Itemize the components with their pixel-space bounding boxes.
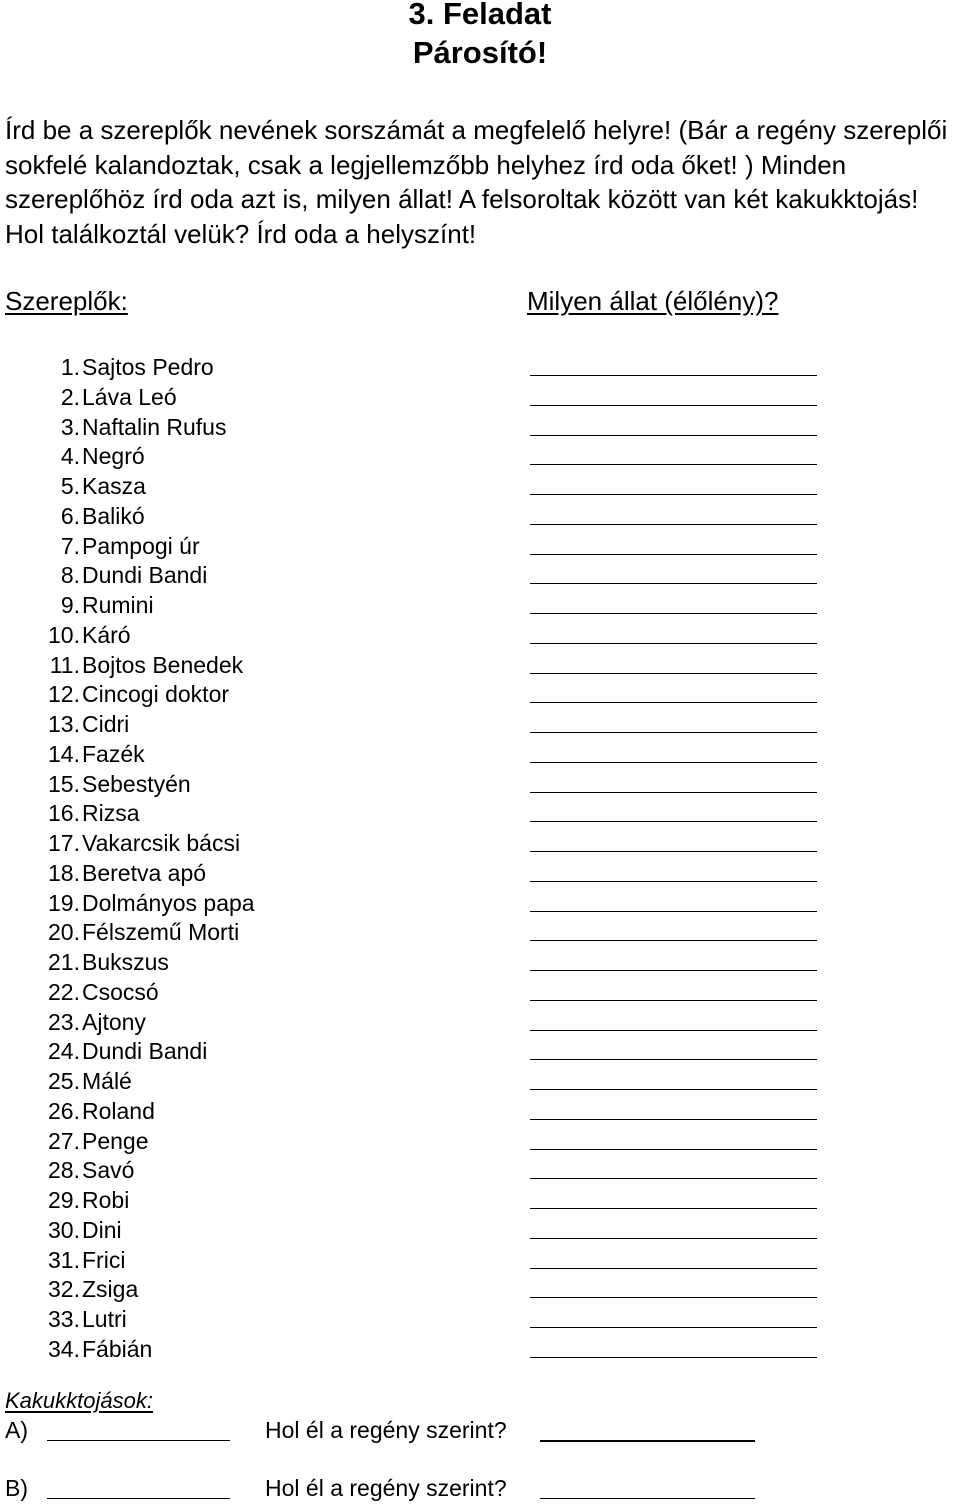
character-number: 15. (48, 770, 80, 797)
character-row (0, 531, 960, 561)
character-row (0, 828, 960, 858)
character-number: 30. (48, 1216, 80, 1243)
character-row (0, 917, 960, 947)
character-number: 23. (48, 1008, 80, 1035)
animal-answer-blank[interactable] (530, 405, 817, 406)
odd-ones-label: Kakukktojások: (5, 1388, 153, 1413)
character-number: 17. (48, 830, 80, 856)
animal-answer-blank[interactable] (530, 673, 817, 674)
character-row (0, 1126, 960, 1156)
character-row (0, 858, 960, 888)
character-row (0, 1185, 960, 1215)
character-number: 27. (48, 1127, 80, 1154)
character-name: Rizsa (82, 800, 140, 827)
animal-answer-blank[interactable] (530, 1357, 817, 1358)
character-name: Dundi Bandi (82, 1038, 208, 1065)
character-name: Málé (82, 1068, 132, 1094)
animal-answer-blank[interactable] (530, 1149, 817, 1150)
animal-answer-blank[interactable] (530, 435, 817, 436)
odd-one-letter: A) (5, 1417, 28, 1443)
character-number: 21. (48, 949, 80, 975)
character-number: 18. (48, 859, 80, 886)
animal-answer-blank[interactable] (530, 494, 817, 495)
instructions: Írd be a szereplők nevének sorszámát a megfelelő helyre! (Bár a regény szereplői sokfelé kalandoztak, csak a legjellemzőbb helyhez írd oda őket! ) Minden szereplőhöz írd oda azt is, milyen állat! A felsoroltak között van két kakukktojás! Hol találkoztál velük? Írd oda a helyszínt! (5, 115, 948, 249)
character-row (0, 977, 960, 1007)
character-row (0, 560, 960, 590)
worksheet-title: Párosító! (412, 35, 548, 70)
character-row (0, 382, 960, 412)
character-name: Káró (82, 621, 131, 648)
character-row (0, 620, 960, 650)
animal-answer-blank[interactable] (530, 851, 817, 852)
character-number: 20. (48, 919, 80, 946)
animal-answer-blank[interactable] (530, 732, 817, 733)
animal-answer-blank[interactable] (530, 940, 817, 941)
character-number: 19. (48, 889, 80, 916)
character-name: Savó (82, 1157, 135, 1184)
character-name: Sajtos Pedro (82, 354, 214, 380)
animal-answer-blank[interactable] (530, 792, 817, 793)
character-row (0, 947, 960, 977)
character-number: 2. (60, 383, 80, 410)
character-name: Negró (82, 443, 145, 470)
animal-answer-blank[interactable] (530, 1238, 817, 1239)
animal-answer-blank[interactable] (530, 1089, 817, 1090)
character-name: Félszemű Morti (82, 919, 240, 946)
character-name: Fábián (82, 1335, 153, 1362)
animal-answer-blank[interactable] (530, 762, 817, 763)
character-row (0, 441, 960, 471)
character-number: 14. (48, 740, 80, 767)
character-name: Cidri (82, 711, 130, 737)
animal-answer-blank[interactable] (530, 1000, 817, 1001)
character-name: Lutri (82, 1306, 127, 1332)
odd-one-letter: B) (5, 1475, 28, 1501)
odd-one-name-blank[interactable] (47, 1440, 230, 1441)
character-row (0, 352, 960, 382)
character-number: 12. (48, 681, 80, 708)
character-name: Láva Leó (82, 383, 177, 410)
character-row (0, 1304, 960, 1334)
character-name: Fazék (82, 740, 145, 767)
character-row (0, 1215, 960, 1245)
animal-answer-blank[interactable] (530, 524, 817, 525)
animal-header: Milyen állat (élőlény)? (527, 286, 779, 316)
character-name: Kasza (82, 473, 146, 499)
animal-answer-blank[interactable] (530, 911, 817, 912)
character-row (0, 501, 960, 531)
character-name: Dundi Bandi (82, 562, 208, 589)
character-row (0, 590, 960, 620)
character-name: Rumini (82, 592, 154, 618)
character-name: Pampogi úr (82, 532, 200, 559)
character-number: 24. (48, 1038, 80, 1065)
character-number: 7. (60, 532, 80, 559)
character-number: 29. (48, 1187, 80, 1213)
habitat-question: Hol él a regény szerint? (265, 1417, 507, 1443)
character-number: 5. (60, 473, 80, 499)
character-row (0, 769, 960, 799)
animal-answer-blank[interactable] (530, 583, 817, 584)
animal-answer-blank[interactable] (530, 1059, 817, 1060)
animal-answer-blank[interactable] (530, 1327, 817, 1328)
character-number: 26. (48, 1097, 80, 1124)
character-row (0, 709, 960, 739)
habitat-question: Hol él a regény szerint? (265, 1475, 507, 1501)
character-row (0, 679, 960, 709)
character-number: 34. (48, 1335, 80, 1362)
animal-answer-blank[interactable] (530, 464, 817, 465)
character-name: Frici (82, 1246, 126, 1273)
character-number: 1. (60, 354, 80, 380)
character-name: Penge (82, 1127, 149, 1154)
character-row (0, 1066, 960, 1096)
character-name: Zsiga (82, 1276, 139, 1303)
worksheet-number: 3. Feladat (408, 0, 552, 31)
animal-answer-blank[interactable] (530, 1208, 817, 1209)
character-number: 13. (48, 711, 80, 737)
character-name: Cincogi doktor (82, 681, 230, 708)
character-name: Roland (82, 1097, 155, 1124)
character-name: Bukszus (82, 949, 169, 975)
character-number: 3. (60, 413, 80, 440)
character-name: Dini (82, 1216, 122, 1243)
animal-answer-blank[interactable] (530, 1268, 817, 1269)
character-row (0, 471, 960, 501)
character-row (0, 1334, 960, 1364)
character-row (0, 412, 960, 442)
character-name: Bojtos Benedek (82, 651, 244, 678)
animal-answer-blank[interactable] (530, 1297, 817, 1298)
animal-answer-blank[interactable] (530, 881, 817, 882)
animal-answer-blank[interactable] (530, 1178, 817, 1179)
odd-one-name-blank[interactable] (47, 1498, 230, 1499)
character-number: 4. (60, 443, 80, 470)
character-name: Balikó (82, 502, 145, 529)
character-row (0, 1274, 960, 1304)
character-number: 9. (60, 592, 80, 618)
character-row (0, 1155, 960, 1185)
character-name: Dolmányos papa (82, 889, 255, 916)
character-row (0, 888, 960, 918)
character-number: 6. (60, 502, 80, 529)
character-number: 28. (48, 1157, 80, 1184)
character-number: 25. (48, 1068, 80, 1094)
character-name: Robi (82, 1187, 130, 1213)
character-name: Vakarcsik bácsi (82, 830, 241, 856)
animal-answer-blank[interactable] (530, 970, 817, 971)
animal-answer-blank[interactable] (530, 554, 817, 555)
character-number: 8. (60, 562, 80, 589)
animal-answer-blank[interactable] (530, 702, 817, 703)
characters-header: Szereplők: (5, 286, 128, 316)
character-number: 10. (48, 621, 80, 648)
character-number: 11. (49, 651, 80, 678)
character-number: 32. (48, 1276, 80, 1303)
character-row (0, 650, 960, 680)
character-row (0, 739, 960, 769)
animal-answer-blank[interactable] (530, 1119, 817, 1120)
character-row (0, 1007, 960, 1037)
character-name: Naftalin Rufus (82, 413, 227, 440)
animal-answer-blank[interactable] (530, 375, 817, 376)
odd-one-row-b (0, 1472, 960, 1504)
animal-answer-blank[interactable] (530, 643, 817, 644)
character-row (0, 798, 960, 828)
habitat-answer-blank[interactable] (540, 1498, 755, 1499)
character-name: Csocsó (82, 978, 159, 1005)
character-number: 22. (48, 978, 80, 1005)
character-row (0, 1245, 960, 1275)
habitat-answer-blank[interactable] (540, 1440, 755, 1442)
animal-answer-blank[interactable] (530, 613, 817, 614)
odd-one-row-a (0, 1414, 960, 1446)
character-number: 33. (48, 1306, 80, 1332)
character-number: 31. (48, 1246, 80, 1273)
character-name: Beretva apó (82, 859, 207, 886)
character-row (0, 1036, 960, 1066)
character-row (0, 1096, 960, 1126)
character-name: Sebestyén (82, 770, 191, 797)
character-name: Ajtony (82, 1008, 146, 1035)
animal-answer-blank[interactable] (530, 821, 817, 822)
character-number: 16. (48, 800, 80, 827)
animal-answer-blank[interactable] (530, 1030, 817, 1031)
